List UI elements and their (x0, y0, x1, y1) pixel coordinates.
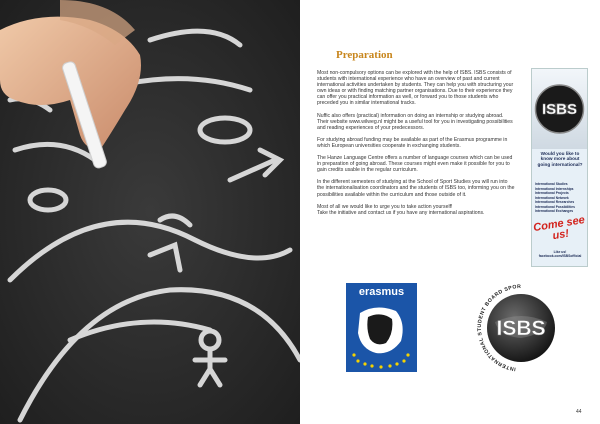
paragraph: In the different semesters of studying at the School of Sport Studies you will run into the internationalisation coordinators and the students of ISBS too, informing you on the possibilities available within the curriculum and those outside of it. (317, 179, 515, 198)
isbs-logo-text: ISBS (496, 317, 546, 340)
paragraph: Nuffic also offers (practical) information on doing an internship or studying abroad. Their website www.wilweg.nl might be a useful tool for you in investigating possibilities and reading experiences of your predecessors. (317, 112, 513, 131)
erasmus-logo (346, 283, 417, 372)
poster-list-item: International Exchanges (535, 209, 574, 213)
erasmus-wordmark: erasmus (358, 286, 405, 298)
text-page (300, 0, 600, 424)
body-text (317, 70, 515, 222)
poster-list (535, 182, 585, 214)
poster-logo-text: ISBS (541, 101, 578, 118)
poster-list-item: International Internships (535, 186, 574, 191)
poster-list-item: International Network (535, 195, 569, 200)
paragraph: For studying abroad funding may be available as part of the Erasmus programme in which European universities cooperate in exchanging students. (317, 136, 508, 149)
paragraph: Most of all we would like to urge you to take action yourself! Take the initiative and contact us if you have any international aspirations. (317, 203, 485, 216)
erasmus-portrait-icon (346, 283, 417, 372)
poster-list-item: International Researches (535, 200, 575, 204)
isbs-logo (475, 282, 567, 374)
poster-logo-icon (532, 69, 587, 149)
page-number: 44 (576, 409, 582, 415)
paragraph: Most non-compulsory options can be explored with the help of ISBS. ISBS consists of students with international experience who have an overview of past and current international activities undertaken by students. They can help you with structuring your own ideas or with finding matching partner organisations. Due to their experience they can offer you practical information as well, or forward you to those students who preceded you in similar international tracks. (317, 70, 514, 107)
poster-list-item: International Projects (535, 191, 569, 195)
poster-header (532, 69, 587, 149)
poster-list-item: International Possibilities (535, 204, 575, 209)
poster-list-item: International Studies (535, 182, 568, 186)
poster-facebook: Like us! facebook.com/ISBSofficial (538, 250, 582, 259)
isbs-globe-icon (475, 282, 567, 374)
paragraph: The Hanze Language Centre offers a number of language courses which can be used in preparation of going abroad. These courses might even make it possible for you to gain credits usable in the regular curriculum. (317, 155, 513, 174)
poster-cta: Come see us! (532, 214, 586, 243)
isbs-ring-text: INTERNATIONAL STUDENT BOARD SPOR (476, 283, 522, 372)
isbs-poster (531, 68, 588, 267)
poster-question: Would you like to know more about going international? (537, 151, 583, 167)
page-title: Preparation (336, 49, 393, 61)
